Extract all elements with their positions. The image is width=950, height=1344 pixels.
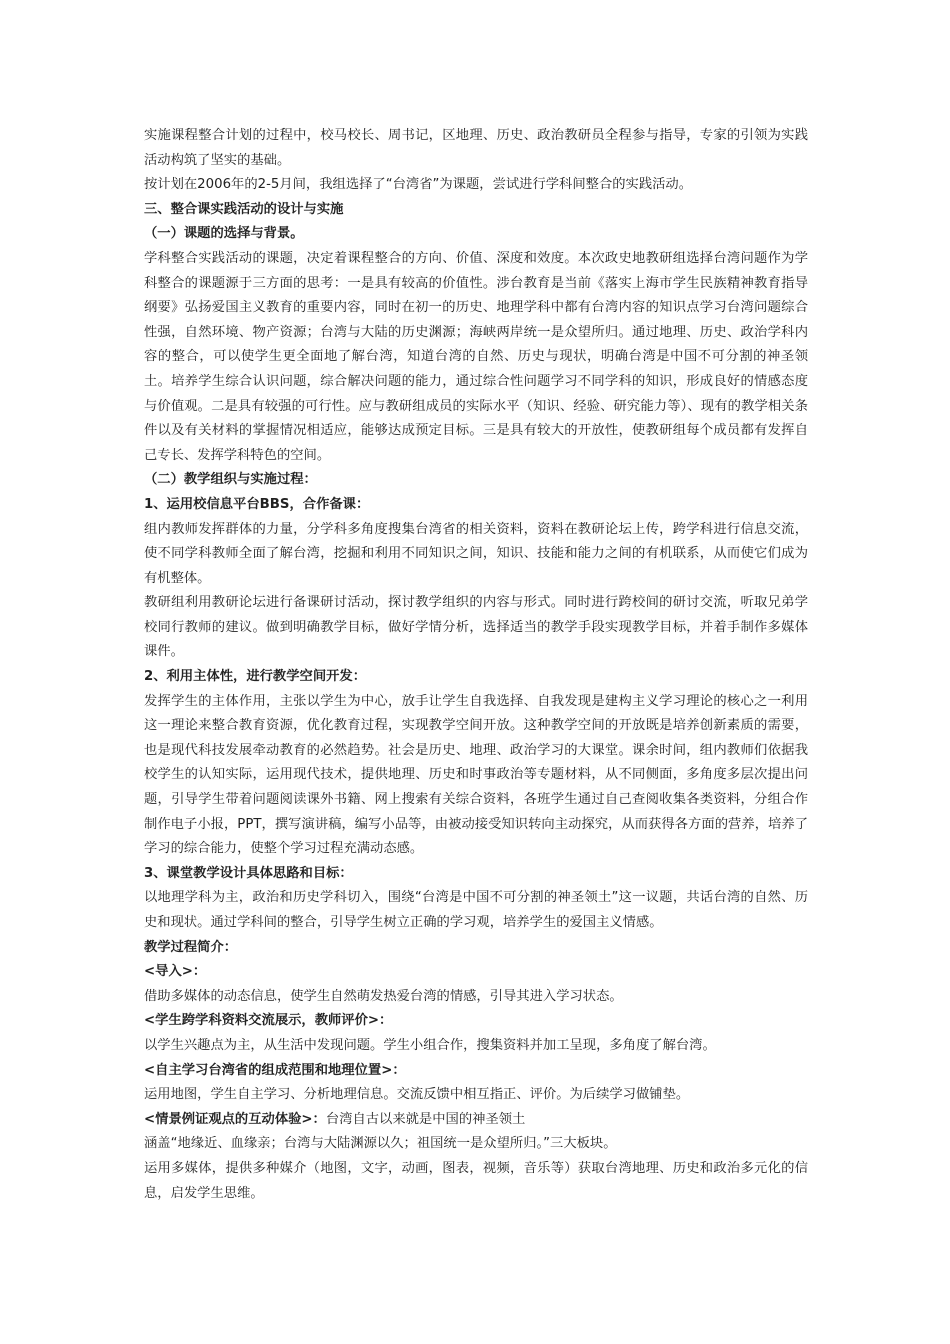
step-heading: <情景例证观点的互动体验>： — [144, 1111, 326, 1127]
paragraph: 运用多媒体，提供多种媒介（地图，文字，动画，图表，视频，音乐等）获取台湾地理、历史和政治多元化的信息，启发学生思维。 — [144, 1160, 808, 1201]
step-heading: <自主学习台湾省的组成范围和地理位置>： — [144, 1062, 406, 1078]
paragraph: 学科整合实践活动的课题，决定着课程整合的方向、价值、深度和效度。本次政史地教研组选择台湾问题作为学科整合的课题源于三方面的思考：一是具有较高的价值性。涉台教育是当前《落实上海市学生民族精神教育指导纲要》弘扬爱国主义教育的重要内容，同时在初一的历史、地理学科中都有台湾内容的知识点学习台湾问题综合性强，自然环境、物产资源；台湾与大陆的历史渊源；海峡两岸统一是众望所归。通过地理、历史、政治学科内容的整合，可以使学生更全面地了解台湾，知道台湾的自然、历史与现状，明确台湾是中国不可分割的神圣领土。培养学生综合认识问题，综合解决问题的能力，通过综合性问题学习不同学科的知识，形成良好的情感态度与价值观。二是具有较强的可行性。应与教研组成员的实际水平（知识、经验、研究能力等）、现有的教学相关条件以及有关材料的掌握情况相适应，能够达成预定目标。三是具有较大的开放性，使教研组每个成员都有发挥自己专长、发挥学科特色的空间。 — [144, 250, 808, 463]
step-heading: <导入>： — [144, 964, 207, 980]
item-heading: 1、运用校信息平台BBS，合作备课： — [144, 496, 370, 512]
step-heading-tail: 台湾自古以来就是中国的神圣领土 — [325, 1111, 526, 1127]
item-heading: 教学过程简介： — [144, 939, 238, 955]
item-heading: 2、利用主体性，进行教学空间开发： — [144, 669, 367, 685]
paragraph: 发挥学生的主体作用，主张以学生为中心，放手让学生自我选择、自我发现是建构主义学习理论的核心之一利用这一理论来整合教育资源，优化教育过程，实现教学空间开放。这种教学空间的开放既是培养创新素质的需要，也是现代科技发展牵动教育的必然趋势。社会是历史、地理、政治学习的大课堂。课余时间，组内教师们依据我校学生的认知实际，运用现代技术，提供地理、历史和时事政治等专题材料，从不同侧面，多角度多层次提出问题，引导学生带着问题阅读课外书籍、网上搜索有关综合资料，各班学生通过自己查阅收集各类资料，分组合作制作电子小报，PPT，撰写演讲稿，编写小品等，由被动接受知识转向主动探究，从而获得各方面的营养，培养了学习的综合能力，使整个学习过程充满动态感。 — [144, 693, 808, 857]
paragraph: 组内教师发挥群体的力量，分学科多角度搜集台湾省的相关资料，资料在教研论坛上传，跨学科进行信息交流，使不同学科教师全面了解台湾，挖掘和利用不同知识之间，知识、技能和能力之间的有机联系，从而使它们成为有机整体。 — [144, 521, 808, 586]
subsection-heading: （一）课题的选择与背景。 — [144, 226, 304, 242]
step-heading-line — [144, 1108, 808, 1133]
item-heading: 3、课堂教学设计具体思路和目标： — [144, 865, 353, 881]
paragraph: 按计划在2006年的2-5月间，我组选择了“台湾省”为课题，尝试进行学科间整合的实践活动。 — [144, 177, 693, 193]
document-body — [144, 124, 808, 1206]
paragraph: 实施课程整合计划的过程中，校马校长、周书记，区地理、历史、政治教研员全程参与指导，专家的引领为实践活动构筑了坚实的基础。 — [144, 128, 808, 168]
paragraph: 以地理学科为主，政治和历史学科切入，围绕“台湾是中国不可分割的神圣领土”这一议题，共话台湾的自然、历史和现状。通过学科间的整合，引导学生树立正确的学习观，培养学生的爱国主义情感。 — [144, 890, 808, 930]
paragraph: 运用地图，学生自主学习、分析地理信息。交流反馈中相互指正、评价。为后续学习做铺垫。 — [144, 1087, 690, 1103]
paragraph: 借助多媒体的动态信息，使学生自然萌发热爱台湾的情感，引导其进入学习状态。 — [144, 988, 623, 1004]
paragraph: 以学生兴趣点为主，从生活中发现问题。学生小组合作，搜集资料并加工呈现，多角度了解台湾。 — [144, 1037, 716, 1053]
paragraph: 教研组利用教研论坛进行备课研讨活动，探讨教学组织的内容与形式。同时进行跨校间的研讨交流，听取兄弟学校同行教师的建议。做到明确教学目标，做好学情分析，选择适当的教学手段实现教学目标，并着手制作多媒体课件。 — [144, 595, 808, 660]
paragraph: 涵盖“地缘近、血缘亲；台湾与大陆渊源以久；祖国统一是众望所归。”三大板块。 — [144, 1136, 617, 1152]
subsection-heading: （二）教学组织与实施过程： — [144, 472, 317, 488]
section-heading: 三、整合课实践活动的设计与实施 — [144, 201, 344, 217]
step-heading: <学生跨学科资料交流展示，教师评价>： — [144, 1013, 393, 1029]
